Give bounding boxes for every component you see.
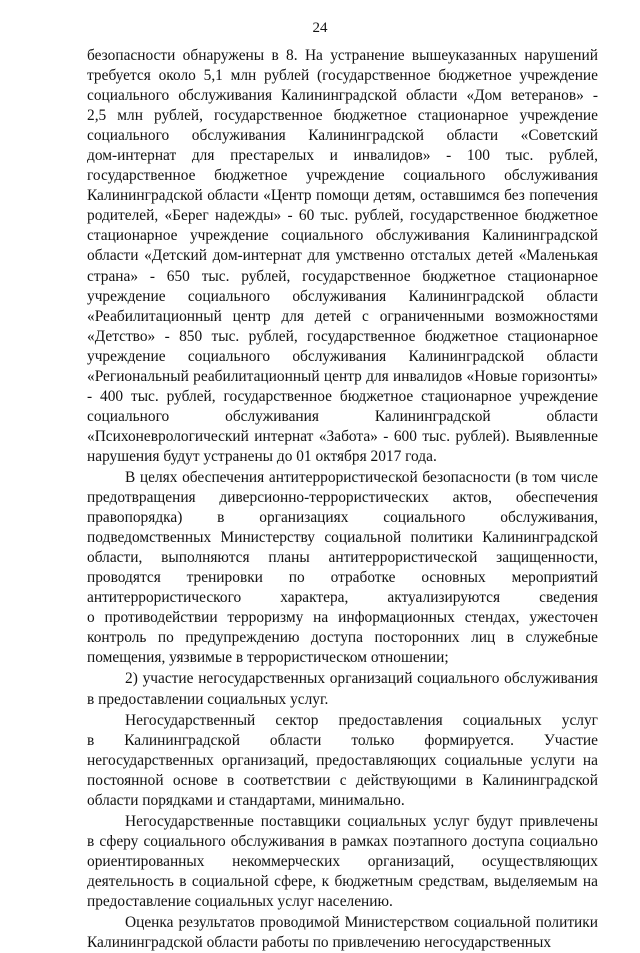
text-line: государственное бюджетное учреждение социального обслуживания xyxy=(87,167,598,185)
body-text xyxy=(87,46,598,953)
text-line: родителей, «Берег надежды» - 60 тыс. рублей, государственное бюджетное xyxy=(87,207,598,225)
text-line: «Региональный реабилитационный центр для инвалидов «Новые горизонты» xyxy=(87,367,598,385)
text-line: в предоставлении социальных услуг. xyxy=(87,690,329,708)
text-line: «Психоневрологический интернат «Забота» - 600 тыс. рублей). Выявленные xyxy=(87,427,598,445)
text-line: области «Детский дом-интернат для умственно отсталых детей «Маленькая xyxy=(87,247,598,265)
paragraph xyxy=(87,812,598,912)
text-line: помещения, уязвимые в террористическом отношении; xyxy=(87,649,449,667)
text-line: контроль по предупреждению доступа посторонних лиц в служебные xyxy=(87,629,598,647)
text-line: дом-интернат для престарелых и инвалидов» - 100 тыс. рублей, xyxy=(87,147,598,165)
text-line: области, выполняются планы антитеррористической защищенности, xyxy=(87,549,598,567)
paragraph xyxy=(87,711,598,811)
text-line: «Реабилитационный центр для детей с ограниченными возможностями xyxy=(87,307,598,325)
text-line: предотвращения диверсионно-террористических актов, обеспечения xyxy=(87,489,598,507)
text-line: подведомственных Министерству социальной политики Калининградской xyxy=(87,529,598,547)
text-line: области порядками и стандартами, минимально. xyxy=(87,791,405,809)
text-line: учреждение социального обслуживания Калининградской области xyxy=(87,287,598,305)
paragraph xyxy=(87,913,598,953)
text-line: Оценка результатов проводимой Министерством социальной политики xyxy=(125,914,598,932)
text-line: - 400 тыс. рублей, государственное бюджетное стационарное учреждение xyxy=(87,387,598,405)
text-line: требуется около 5,1 млн рублей (государственное бюджетное учреждение xyxy=(87,67,598,85)
text-line: ориентированных некоммерческих организаций, осуществляющих xyxy=(87,852,598,870)
paragraph xyxy=(87,468,598,668)
text-line: «Детство» - 850 тыс. рублей, государственное бюджетное стационарное xyxy=(87,327,598,345)
text-line: постоянной основе в соответствии с действующими в Калининградской xyxy=(87,771,598,789)
text-line: о противодействии терроризму на информационных стендах, ужесточен xyxy=(87,609,598,627)
paragraph xyxy=(87,669,598,709)
text-line: социального обслуживания Калининградской области xyxy=(87,407,598,425)
text-line: стационарное учреждение социального обслуживания Калининградской xyxy=(87,227,598,245)
text-line: предоставление социальных услуг населению. xyxy=(87,892,393,910)
text-line: в сферу социального обслуживания в рамках поэтапного доступа социально xyxy=(87,832,598,850)
text-line: негосударственных организаций, предоставляющих социальные услуги на xyxy=(87,751,598,769)
text-line: Негосударственный сектор предоставления социальных услуг xyxy=(125,711,598,729)
text-line: в Калининградской области только формируется. Участие xyxy=(87,731,598,749)
page-number: 24 xyxy=(312,20,328,36)
text-line: правопорядка) в организациях социального обслуживания, xyxy=(87,509,598,527)
text-line: Калининградской области работы по привлечению негосударственных xyxy=(87,934,552,952)
text-line: Негосударственные поставщики социальных услуг будут привлечены xyxy=(125,812,598,830)
text-line: социального обслуживания Калининградской области «Дом ветеранов» - xyxy=(87,87,598,105)
text-line: страна» - 650 тыс. рублей, государственное бюджетное стационарное xyxy=(87,267,598,285)
text-line: В целях обеспечения антитеррористической безопасности (в том числе xyxy=(125,468,598,486)
text-line: проводятся тренировки по отработке основных мероприятий xyxy=(87,569,598,587)
text-line: деятельность в социальной сфере, к бюджетным средствам, выделяемым на xyxy=(87,872,598,890)
text-line: социального обслуживания Калининградской области «Советский xyxy=(87,127,598,145)
text-line: 2,5 млн рублей, государственное бюджетное стационарное учреждение xyxy=(87,107,598,125)
paragraph xyxy=(87,46,598,467)
text-line: учреждение социального обслуживания Калининградской области xyxy=(87,347,598,365)
text-line: антитеррористического характера, актуализируются сведения xyxy=(87,589,598,607)
text-line: Калининградской области «Центр помощи детям, оставшимся без попечения xyxy=(87,187,598,205)
text-line: 2) участие негосударственных организаций социального обслуживания xyxy=(125,670,598,688)
text-line: безопасности обнаружены в 8. На устранение вышеуказанных нарушений xyxy=(87,47,598,64)
text-line: нарушения будут устранены до 01 октября 2017 года. xyxy=(87,447,437,465)
